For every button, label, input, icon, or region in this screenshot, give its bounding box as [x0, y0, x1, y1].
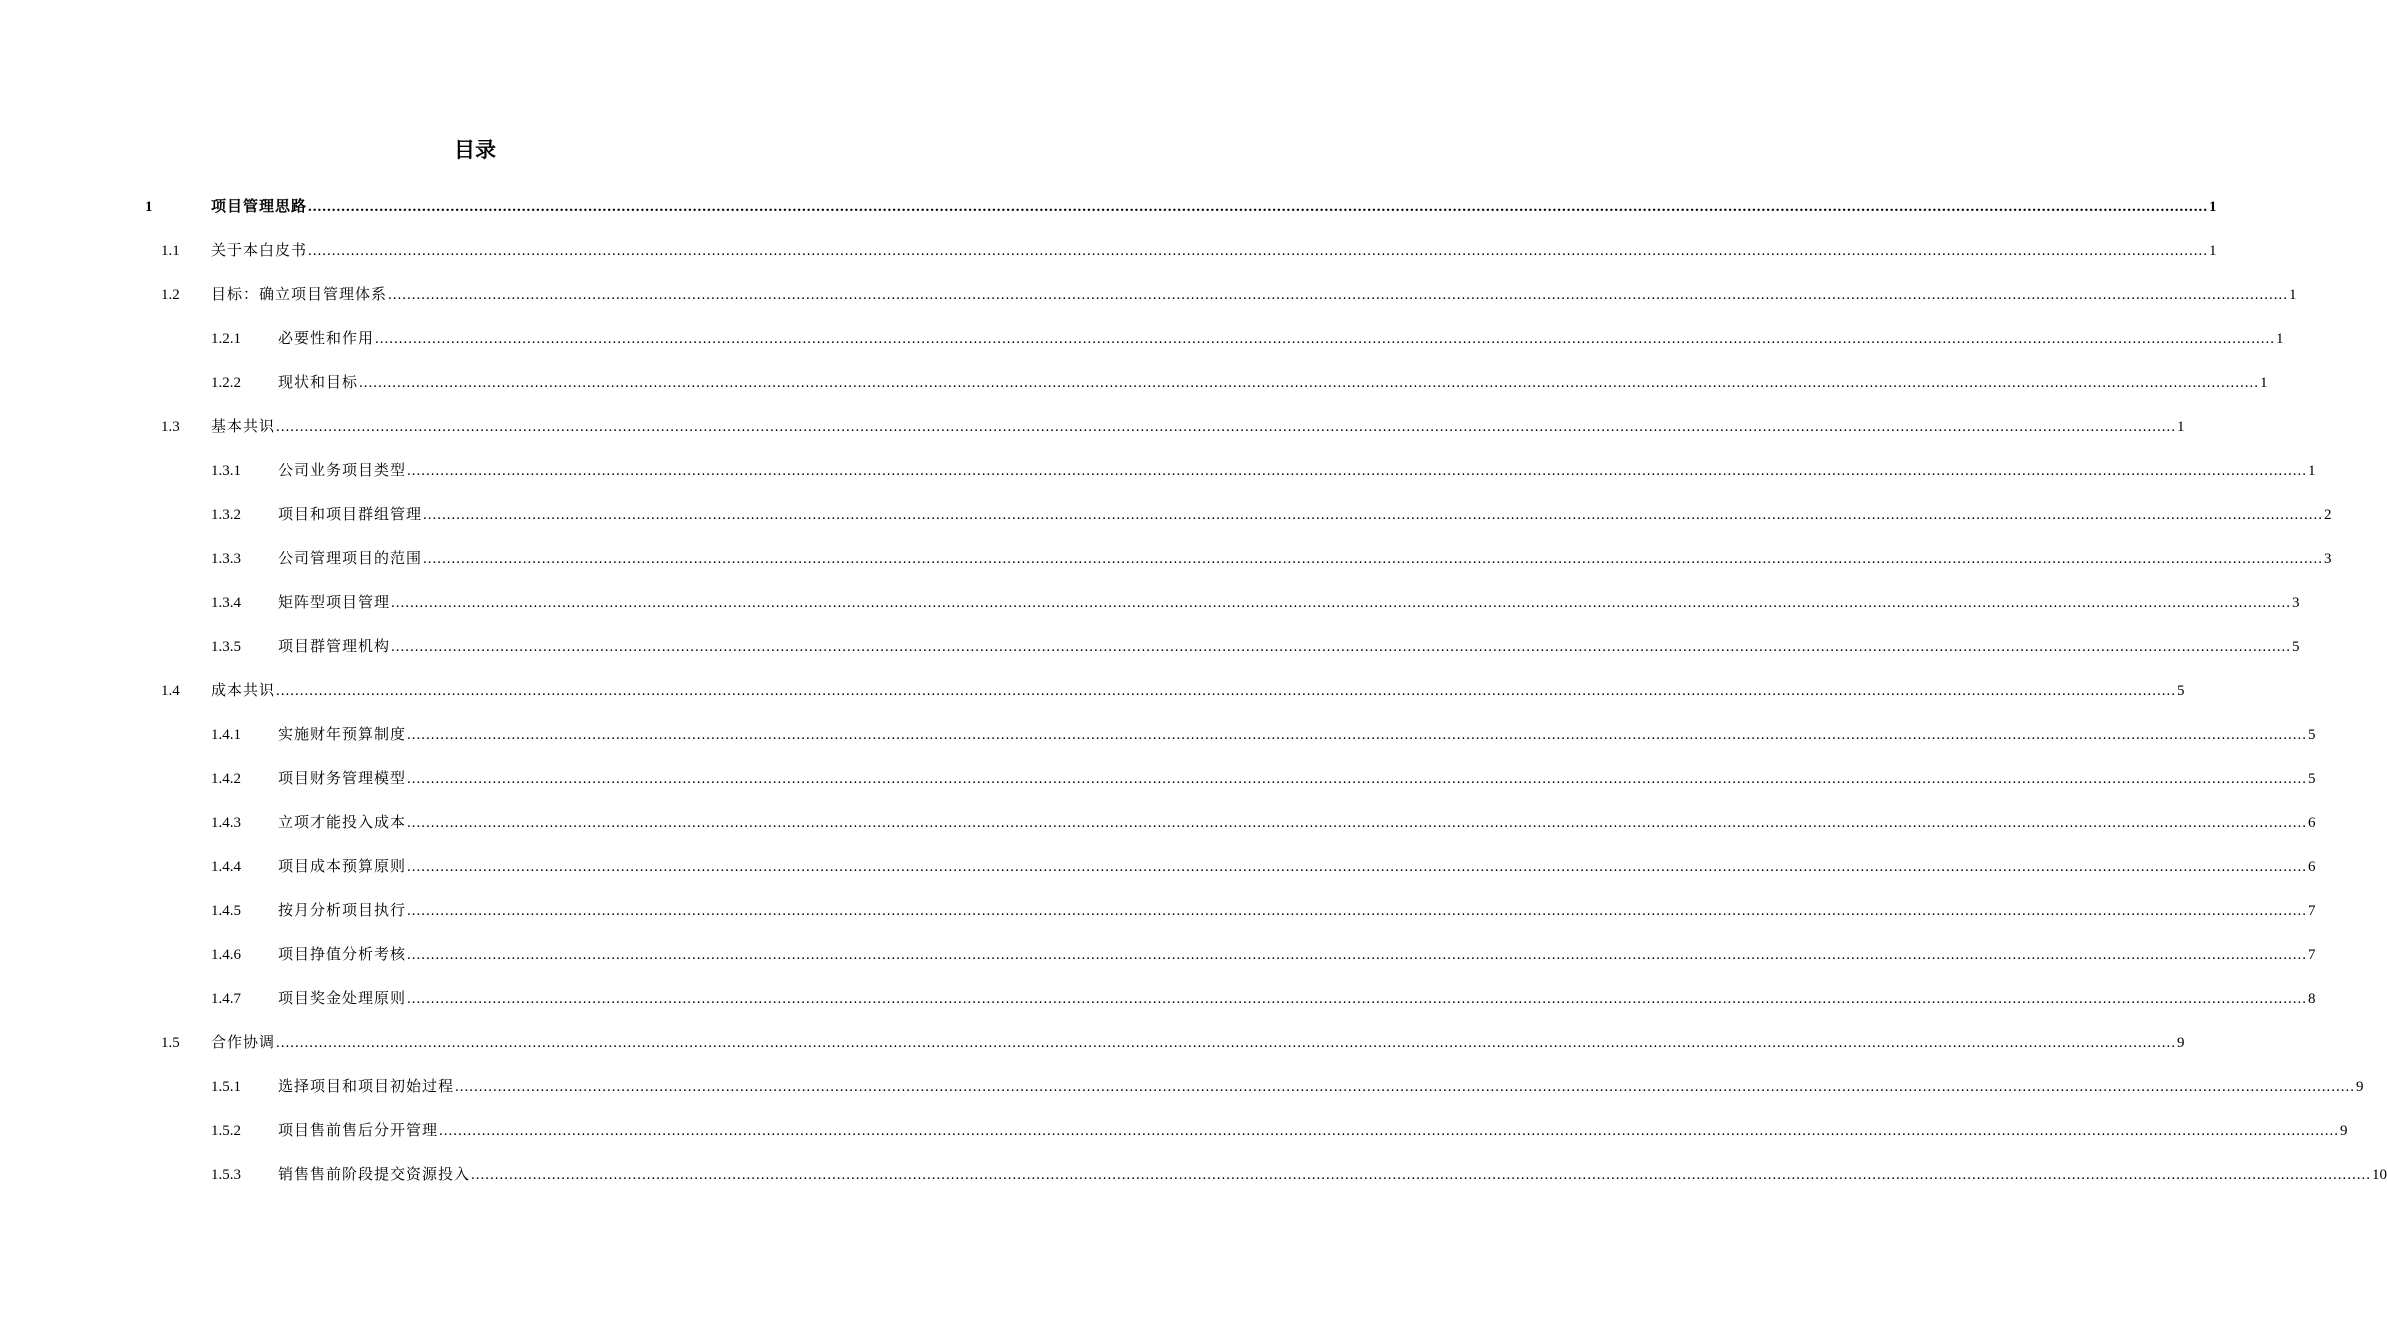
- toc-entry[interactable]: [0, 670, 2185, 714]
- toc-entry[interactable]: [0, 318, 2284, 362]
- toc-entry-number: 1.4.5: [211, 903, 241, 919]
- toc-entry-page: 1: [2289, 287, 2297, 303]
- toc-entry-page: 3: [2292, 595, 2300, 611]
- toc-entry-page: 2: [2324, 507, 2332, 523]
- dot-leader: ................................................................................................................................................................................................................................................................................................................................................................................................................: [308, 199, 2209, 215]
- dot-leader: ................................................................................................................................................................................................................................................................................................................................................................................................................: [407, 815, 2308, 831]
- toc-entry[interactable]: [0, 1066, 2364, 1110]
- dot-leader: ................................................................................................................................................................................................................................................................................................................................................................................................................: [407, 727, 2308, 743]
- dot-leader: ................................................................................................................................................................................................................................................................................................................................................................................................................: [471, 1167, 2372, 1183]
- toc-entry-title: 公司业务项目类型: [278, 463, 407, 479]
- toc-entry[interactable]: [0, 626, 2300, 670]
- toc-entry-number: 1.3.2: [211, 507, 241, 523]
- toc-entry[interactable]: [0, 978, 2316, 1022]
- toc-entry-title: 项目和项目群组管理: [278, 507, 423, 523]
- toc-entry-title: 项目财务管理模型: [278, 771, 407, 787]
- toc-entry-number: 1.4.7: [211, 991, 241, 1007]
- dot-leader: ................................................................................................................................................................................................................................................................................................................................................................................................................: [276, 419, 2177, 435]
- toc-entry[interactable]: [0, 406, 2185, 450]
- toc-entry-page: 8: [2308, 991, 2316, 1007]
- toc-entry[interactable]: [0, 1022, 2185, 1066]
- toc-entry-page: 1: [2276, 331, 2284, 347]
- toc-entry-number: 1.3.1: [211, 463, 241, 479]
- toc-entry-title: 基本共识: [211, 419, 276, 435]
- toc-entry-number: 1.5.2: [211, 1123, 241, 1139]
- dot-leader: ................................................................................................................................................................................................................................................................................................................................................................................................................: [391, 595, 2292, 611]
- toc-entry-page: 1: [2177, 419, 2185, 435]
- toc-entry-title: 关于本白皮书: [211, 243, 308, 259]
- toc-entry-page: 10: [2372, 1167, 2387, 1183]
- dot-leader: ................................................................................................................................................................................................................................................................................................................................................................................................................: [407, 771, 2308, 787]
- toc-entry-title: 公司管理项目的范围: [278, 551, 423, 567]
- dot-leader: ................................................................................................................................................................................................................................................................................................................................................................................................................: [423, 551, 2324, 567]
- table-of-contents: [0, 186, 2387, 1198]
- toc-entry[interactable]: [0, 362, 2268, 406]
- toc-entry-number: 1.5.3: [211, 1167, 241, 1183]
- toc-entry[interactable]: [0, 230, 2217, 274]
- toc-entry[interactable]: [0, 890, 2316, 934]
- toc-entry-page: 5: [2308, 771, 2316, 787]
- toc-entry-title: 项目奖金处理原则: [278, 991, 407, 1007]
- toc-entry-page: 9: [2340, 1123, 2348, 1139]
- toc-entry[interactable]: [0, 758, 2316, 802]
- toc-entry-title: 项目群管理机构: [278, 639, 391, 655]
- toc-entry-title: 项目成本预算原则: [278, 859, 407, 875]
- toc-entry-page: 9: [2356, 1079, 2364, 1095]
- toc-entry-number: 1.4.2: [211, 771, 241, 787]
- toc-entry-page: 7: [2308, 947, 2316, 963]
- dot-leader: ................................................................................................................................................................................................................................................................................................................................................................................................................: [439, 1123, 2340, 1139]
- toc-entry-number: 1: [145, 199, 153, 215]
- dot-leader: ................................................................................................................................................................................................................................................................................................................................................................................................................: [359, 375, 2260, 391]
- toc-entry[interactable]: [0, 450, 2316, 494]
- dot-leader: ................................................................................................................................................................................................................................................................................................................................................................................................................: [455, 1079, 2356, 1095]
- toc-entry-number: 1.4: [161, 683, 180, 699]
- toc-entry-number: 1.4.4: [211, 859, 241, 875]
- toc-entry[interactable]: [0, 1154, 2387, 1198]
- toc-entry[interactable]: [0, 1110, 2348, 1154]
- toc-entry-number: 1.3.3: [211, 551, 241, 567]
- toc-entry[interactable]: [0, 582, 2300, 626]
- dot-leader: ................................................................................................................................................................................................................................................................................................................................................................................................................: [407, 947, 2308, 963]
- dot-leader: ................................................................................................................................................................................................................................................................................................................................................................................................................: [388, 287, 2289, 303]
- toc-entry-number: 1.3.4: [211, 595, 241, 611]
- toc-entry-page: 6: [2308, 815, 2316, 831]
- page-title: 目录: [454, 138, 496, 162]
- toc-entry-page: 7: [2308, 903, 2316, 919]
- toc-entry-title: 目标：确立项目管理体系: [211, 287, 388, 303]
- toc-entry-number: 1.3: [161, 419, 180, 435]
- toc-entry-number: 1.4.6: [211, 947, 241, 963]
- dot-leader: ................................................................................................................................................................................................................................................................................................................................................................................................................: [407, 463, 2308, 479]
- toc-entry[interactable]: [0, 186, 2217, 230]
- toc-entry-title: 项目售前售后分开管理: [278, 1123, 439, 1139]
- toc-entry[interactable]: [0, 846, 2316, 890]
- toc-entry-number: 1.5.1: [211, 1079, 241, 1095]
- dot-leader: ................................................................................................................................................................................................................................................................................................................................................................................................................: [276, 683, 2177, 699]
- toc-entry-number: 1.2.1: [211, 331, 241, 347]
- toc-entry-title: 按月分析项目执行: [278, 903, 407, 919]
- toc-entry[interactable]: [0, 538, 2332, 582]
- toc-entry-title: 实施财年预算制度: [278, 727, 407, 743]
- dot-leader: ................................................................................................................................................................................................................................................................................................................................................................................................................: [407, 903, 2308, 919]
- toc-entry-title: 成本共识: [211, 683, 276, 699]
- toc-entry-page: 6: [2308, 859, 2316, 875]
- dot-leader: ................................................................................................................................................................................................................................................................................................................................................................................................................: [308, 243, 2209, 259]
- toc-entry-page: 5: [2177, 683, 2185, 699]
- toc-entry-title: 现状和目标: [278, 375, 359, 391]
- toc-entry-title: 销售售前阶段提交资源投入: [278, 1167, 471, 1183]
- toc-entry[interactable]: [0, 714, 2316, 758]
- toc-entry-page: 1: [2308, 463, 2316, 479]
- toc-entry-title: 项目挣值分析考核: [278, 947, 407, 963]
- toc-entry-title: 合作协调: [211, 1035, 276, 1051]
- toc-entry-title: 必要性和作用: [278, 331, 375, 347]
- dot-leader: ................................................................................................................................................................................................................................................................................................................................................................................................................: [407, 859, 2308, 875]
- toc-entry-number: 1.2: [161, 287, 180, 303]
- toc-entry-page: 5: [2308, 727, 2316, 743]
- toc-entry[interactable]: [0, 494, 2332, 538]
- toc-entry-title: 立项才能投入成本: [278, 815, 407, 831]
- toc-entry-page: 5: [2292, 639, 2300, 655]
- toc-entry-page: 3: [2324, 551, 2332, 567]
- toc-entry-number: 1.4.3: [211, 815, 241, 831]
- dot-leader: ................................................................................................................................................................................................................................................................................................................................................................................................................: [276, 1035, 2177, 1051]
- dot-leader: ................................................................................................................................................................................................................................................................................................................................................................................................................: [423, 507, 2324, 523]
- toc-entry[interactable]: [0, 274, 2297, 318]
- dot-leader: ................................................................................................................................................................................................................................................................................................................................................................................................................: [391, 639, 2292, 655]
- toc-entry-page: 9: [2177, 1035, 2185, 1051]
- toc-entry-title: 选择项目和项目初始过程: [278, 1079, 455, 1095]
- toc-entry-title: 矩阵型项目管理: [278, 595, 391, 611]
- dot-leader: ................................................................................................................................................................................................................................................................................................................................................................................................................: [375, 331, 2276, 347]
- toc-entry-page: 1: [2209, 243, 2217, 259]
- toc-entry[interactable]: [0, 802, 2316, 846]
- toc-entry-number: 1.3.5: [211, 639, 241, 655]
- toc-entry-number: 1.4.1: [211, 727, 241, 743]
- toc-entry-number: 1.5: [161, 1035, 180, 1051]
- toc-entry-number: 1.1: [161, 243, 180, 259]
- dot-leader: ................................................................................................................................................................................................................................................................................................................................................................................................................: [407, 991, 2308, 1007]
- toc-entry-title: 项目管理思路: [211, 199, 308, 215]
- toc-entry[interactable]: [0, 934, 2316, 978]
- toc-entry-page: 1: [2260, 375, 2268, 391]
- toc-entry-number: 1.2.2: [211, 375, 241, 391]
- toc-entry-page: 1: [2209, 199, 2217, 215]
